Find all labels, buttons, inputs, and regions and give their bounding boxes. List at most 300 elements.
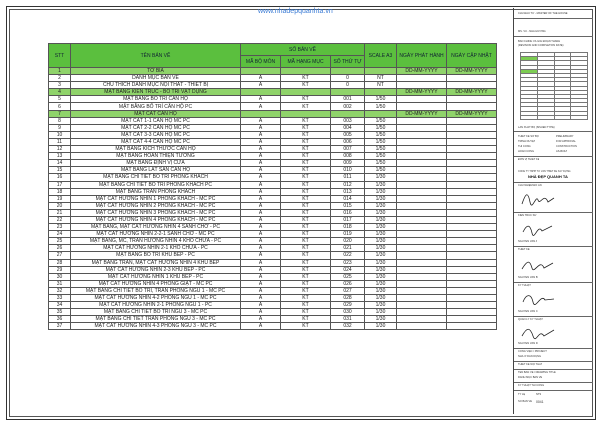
row-issue-date — [397, 146, 447, 153]
table-row — [49, 117, 497, 124]
row-stt: 4 — [49, 89, 71, 96]
row-scale — [365, 110, 397, 117]
row-sequence: 022 — [331, 252, 365, 259]
row-discipline-code: A — [241, 259, 281, 266]
row-update-date — [447, 280, 497, 287]
row-drawing-name: DANH MỤC BẢN VẼ — [71, 75, 241, 82]
row-stt: 16 — [49, 174, 71, 181]
row-sequence: 031 — [331, 316, 365, 323]
row-issue-date — [397, 238, 447, 245]
row-issue-date — [397, 188, 447, 195]
table-row — [49, 323, 497, 330]
row-issue-date — [397, 316, 447, 323]
row-stt: 31 — [49, 280, 71, 287]
row-drawing-name: MẶT BẰNG, MẶT CẮT HƯỚNG NHÌN 4 SẢNH CHỜ - PC — [71, 224, 241, 231]
row-issue-date — [397, 96, 447, 103]
table-row — [49, 302, 497, 309]
row-stt: 21 — [49, 209, 71, 216]
row-issue-date — [397, 309, 447, 316]
tb-opt-6: CONSTRUCTION — [556, 145, 577, 148]
row-scale: NT — [365, 75, 397, 82]
row-scale: 1/30 — [365, 280, 397, 287]
row-category-code: KT — [281, 96, 331, 103]
row-issue-date — [397, 302, 447, 309]
header-scale: SCALE A3 — [365, 44, 397, 68]
row-stt: 22 — [49, 216, 71, 223]
row-sequence: 014 — [331, 195, 365, 202]
tb-opt-3: TRÌNH DUYỆT — [518, 140, 536, 143]
row-sequence: 027 — [331, 287, 365, 294]
row-drawing-name: MẶT BẰNG BỐ TRÍ CĂN HỘ — [71, 96, 241, 103]
tb-code: MS. VŨ - NHÀ HƯỚNG — [518, 30, 546, 33]
row-category-code: KT — [281, 224, 331, 231]
row-issue-date — [397, 231, 447, 238]
tb-opt-7: HOÀN CÔNG — [518, 150, 534, 153]
revision-grid-cell — [571, 115, 588, 119]
header-issue-date: NGÀY PHÁT HÀNH — [397, 44, 447, 68]
table-row — [49, 231, 497, 238]
row-drawing-name: MẶT BẰNG HOÀN THIỆN TƯỜNG — [71, 153, 241, 160]
row-stt: 7 — [49, 110, 71, 117]
row-issue-date — [397, 287, 447, 294]
row-discipline-code: A — [241, 131, 281, 138]
table-row — [49, 280, 497, 287]
row-scale: 1/30 — [365, 287, 397, 294]
row-issue-date — [397, 266, 447, 273]
row-scale: 1/50 — [365, 160, 397, 167]
row-stt: 36 — [49, 316, 71, 323]
row-update-date — [447, 266, 497, 273]
table-row — [49, 238, 497, 245]
row-sequence: 028 — [331, 295, 365, 302]
row-category-code: KT — [281, 209, 331, 216]
row-sequence: 012 — [331, 181, 365, 188]
row-issue-date — [397, 195, 447, 202]
row-category-code: KT — [281, 160, 331, 167]
signature-3 — [518, 256, 558, 274]
row-issue-date — [397, 117, 447, 124]
row-sequence — [331, 89, 365, 96]
row-scale: 1/30 — [365, 231, 397, 238]
row-update-date — [447, 131, 497, 138]
row-update-date — [447, 231, 497, 238]
tb-opt-5: THI CÔNG — [518, 145, 531, 148]
row-stt: 30 — [49, 273, 71, 280]
row-scale: 1/30 — [365, 245, 397, 252]
row-update-date — [447, 174, 497, 181]
tb-company: NHÀ ĐẸP QUANH TA — [528, 174, 568, 179]
row-stt: 29 — [49, 266, 71, 273]
tb-unit: ĐƠN VỊ THIẾT KẾ — [518, 158, 540, 161]
row-update-date — [447, 103, 497, 110]
row-drawing-name: MẶT BẰNG CHI TIẾT BỐ TRÍ, TRẦN PHÒNG NGỦ 1 - MC PC — [71, 287, 241, 294]
tb-scale-value: NTS — [536, 393, 542, 396]
row-discipline-code — [241, 89, 281, 96]
row-scale: 1/30 — [365, 238, 397, 245]
signature-2 — [518, 220, 558, 238]
tb-opt-1: THIẾT KẾ SƠ BỘ — [518, 135, 539, 138]
table-row — [49, 167, 497, 174]
table-row — [49, 216, 497, 223]
row-sequence: 003 — [331, 117, 365, 124]
row-issue-date — [397, 82, 447, 89]
row-update-date — [447, 138, 497, 145]
row-update-date — [447, 295, 497, 302]
row-update-date — [447, 245, 497, 252]
row-update-date — [447, 323, 497, 330]
row-update-date — [447, 287, 497, 294]
row-sequence: 002 — [331, 103, 365, 110]
row-discipline-code: A — [241, 295, 281, 302]
row-scale: 1/30 — [365, 266, 397, 273]
row-discipline-code: A — [241, 103, 281, 110]
row-drawing-name: MẶT CẮT 4-4 CĂN HỘ MC PC — [71, 138, 241, 145]
tb-sheet-name: DANH MỤC BẢN VẼ — [518, 376, 543, 379]
row-drawing-name: MẶT BẰNG, MC, TRẦN HƯỚNG NHÌN 4 KHO CHỨA - PC — [71, 238, 241, 245]
row-discipline-code: A — [241, 117, 281, 124]
row-scale: 1/30 — [365, 323, 397, 330]
row-update-date — [447, 167, 497, 174]
tb-name-2: NGUYỄN VĂN B — [518, 276, 538, 279]
table-row — [49, 309, 497, 316]
row-drawing-name: MẶT CẮT HƯỚNG NHÌN 2-1 PHÒNG NGỦ 1 - PC — [71, 302, 241, 309]
row-scale: 1/50 — [365, 103, 397, 110]
row-sequence: 021 — [331, 245, 365, 252]
row-scale: 1/30 — [365, 309, 397, 316]
row-drawing-name: MẶT CẮT HƯỚNG NHÌN 1 PHÒNG KHÁCH - MC PC — [71, 195, 241, 202]
tb-role-4: KỸ THUẬT — [518, 284, 531, 287]
row-category-code: KT — [281, 167, 331, 174]
row-discipline-code: A — [241, 188, 281, 195]
row-category-code: KT — [281, 138, 331, 145]
table-row — [49, 153, 497, 160]
table-row — [49, 273, 497, 280]
row-drawing-name: MẶT CẮT 1-1 CĂN HỘ MC PC — [71, 117, 241, 124]
row-drawing-name: MẶT CẮT HƯỚNG NHÌN 4-3 PHÒNG NGỦ 3 - MC PC — [71, 323, 241, 330]
row-discipline-code: A — [241, 146, 281, 153]
row-discipline-code: A — [241, 302, 281, 309]
row-category-code: KT — [281, 146, 331, 153]
row-scale: 1/30 — [365, 174, 397, 181]
tb-role-1: CHỦ NHIỆM ĐỒ ÁN — [518, 184, 542, 187]
row-category-code: KT — [281, 245, 331, 252]
tb-opt-2: PRELIMINARY — [556, 135, 574, 138]
row-discipline-code: A — [241, 287, 281, 294]
row-discipline-code: A — [241, 266, 281, 273]
row-discipline-code: A — [241, 245, 281, 252]
row-update-date — [447, 224, 497, 231]
row-sequence: 0 — [331, 75, 365, 82]
row-scale: 1/50 — [365, 131, 397, 138]
row-stt: 12 — [49, 146, 71, 153]
row-sequence: 004 — [331, 124, 365, 131]
row-scale: 1/30 — [365, 188, 397, 195]
row-update-date — [447, 188, 497, 195]
row-scale: 1/30 — [365, 273, 397, 280]
row-sequence: 0 — [331, 82, 365, 89]
row-drawing-name: MẶT CẮT HƯỚNG NHÌN 2-3 KHU BẾP - PC — [71, 266, 241, 273]
table-row — [49, 287, 497, 294]
row-drawing-name: MẶT CẮT HƯỚNG NHÌN 4 PHÒNG GIẶT - MC PC — [71, 280, 241, 287]
row-update-date — [447, 209, 497, 216]
row-stt: 9 — [49, 124, 71, 131]
row-drawing-name: MẶT CẮT HƯỚNG NHÌN 4 PHÒNG KHÁCH - MC PC — [71, 216, 241, 223]
row-drawing-name: CHÚ THÍCH DANH MỤC NỘI THẤT - THIẾT BỊ — [71, 82, 241, 89]
row-category-code: KT — [281, 153, 331, 160]
row-issue-date — [397, 124, 447, 131]
row-category-code: KT — [281, 131, 331, 138]
tb-scale-label: TỶ LỆ — [518, 393, 526, 396]
row-stt: 6 — [49, 103, 71, 110]
row-issue-date — [397, 280, 447, 287]
row-stt: 3 — [49, 82, 71, 89]
row-update-date — [447, 146, 497, 153]
table-row — [49, 68, 497, 75]
row-discipline-code: A — [241, 167, 281, 174]
signature-4 — [518, 290, 558, 308]
row-discipline-code: A — [241, 273, 281, 280]
revision-grid-cell — [521, 115, 538, 119]
row-issue-date — [397, 295, 447, 302]
row-update-date — [447, 75, 497, 82]
row-discipline-code: A — [241, 153, 281, 160]
table-row — [49, 96, 497, 103]
row-drawing-name: MẶT CẮT 3-3 CĂN HỘ MC PC — [71, 131, 241, 138]
revision-grid-cell — [537, 115, 554, 119]
row-issue-date — [397, 323, 447, 330]
row-drawing-name: MẶT BẰNG CHI TIẾT BỐ TRÍ PHÒNG KHÁCH PC — [71, 181, 241, 188]
row-update-date: DD-MM-YYYY — [447, 68, 497, 75]
table-row — [49, 82, 497, 89]
table-row — [49, 295, 497, 302]
row-drawing-name: MẶT CẮT HƯỚNG NHÌN 1 KHU BẾP - PC — [71, 273, 241, 280]
row-stt: 18 — [49, 188, 71, 195]
table-row — [49, 110, 497, 117]
table-row — [49, 209, 497, 216]
row-scale: 1/50 — [365, 96, 397, 103]
signature-5 — [518, 324, 558, 342]
row-discipline-code: A — [241, 174, 281, 181]
tb-name-3: NGUYỄN VĂN C — [518, 310, 538, 313]
row-stt: 14 — [49, 160, 71, 167]
table-row — [49, 160, 497, 167]
header-update-date: NGÀY CẬP NHẬT — [447, 44, 497, 68]
row-discipline-code: A — [241, 238, 281, 245]
row-update-date: DD-MM-YYYY — [447, 89, 497, 96]
row-sequence: 018 — [331, 224, 365, 231]
row-issue-date: DD-MM-YYYY — [397, 110, 447, 117]
row-stt: 20 — [49, 202, 71, 209]
row-scale: 1/50 — [365, 124, 397, 131]
tb-job-2: THIẾT KẾ NỘI THẤT — [518, 363, 543, 366]
row-drawing-name: MẶT BẰNG TRẦN, MẶT CẮT HƯỚNG NHÌN 4 KHU BẾP — [71, 259, 241, 266]
row-update-date — [447, 124, 497, 131]
row-category-code: KT — [281, 259, 331, 266]
row-discipline-code: A — [241, 216, 281, 223]
row-category-code: KT — [281, 295, 331, 302]
row-drawing-name: MẶT BẰNG CHI TIẾT BỐ TRÍ PHÒNG KHÁCH — [71, 174, 241, 181]
header-drawing-name: TÊN BẢN VẼ — [71, 44, 241, 68]
row-category-code: KT — [281, 273, 331, 280]
row-update-date — [447, 160, 497, 167]
row-drawing-name: MẶT BẰNG BỐ TRÍ CĂN HỘ PC — [71, 103, 241, 110]
tb-name-1: NGUYỄN VĂN A — [518, 240, 538, 243]
row-sequence: 025 — [331, 273, 365, 280]
row-scale: 1/30 — [365, 202, 397, 209]
table-row — [49, 124, 497, 131]
row-discipline-code: A — [241, 280, 281, 287]
row-drawing-name: MẶT BẰNG LÁT SÀN CĂN HỘ — [71, 167, 241, 174]
row-issue-date — [397, 131, 447, 138]
row-issue-date — [397, 202, 447, 209]
row-stt: 32 — [49, 287, 71, 294]
tb-subtitle-1: BẢN CHÍNH VÀ GIAI ĐOẠN THÀNH — [518, 40, 561, 43]
row-discipline-code: A — [241, 160, 281, 167]
row-stt: 34 — [49, 302, 71, 309]
row-sequence: 006 — [331, 138, 365, 145]
row-sequence: 020 — [331, 238, 365, 245]
row-stt: 11 — [49, 138, 71, 145]
row-drawing-name: MẶT BẰNG TRẦN PHÒNG KHÁCH — [71, 188, 241, 195]
table-row — [49, 224, 497, 231]
table-row — [49, 316, 497, 323]
tb-issue-type: LẦN XUẤT BỘ (ISSUED TYPE) — [518, 126, 555, 129]
tb-sheet-label: TÊN BẢN VẼ / DRAWING TITLE — [518, 371, 556, 374]
header-category-code: MÃ HẠNG MỤC — [281, 56, 331, 68]
row-issue-date — [397, 103, 447, 110]
row-discipline-code: A — [241, 209, 281, 216]
row-category-code: KT — [281, 302, 331, 309]
row-category-code: KT — [281, 216, 331, 223]
row-sequence: 024 — [331, 266, 365, 273]
row-stt: 15 — [49, 167, 71, 174]
row-scale: 1/30 — [365, 216, 397, 223]
row-sequence — [331, 68, 365, 75]
row-category-code: KT — [281, 195, 331, 202]
row-stt: 37 — [49, 323, 71, 330]
row-drawing-name: MẶT BẰNG CHI TIẾT BỐ TRÍ NGỦ 3 - MC PC — [71, 309, 241, 316]
row-update-date — [447, 302, 497, 309]
row-issue-date — [397, 160, 447, 167]
row-scale: 1/50 — [365, 167, 397, 174]
row-drawing-name: MẶT CẮT HƯỚNG NHÌN 2-1 KHO CHỨA - PC — [71, 245, 241, 252]
row-drawing-name: MẶT BẰNG BỐ TRÍ KHU BẾP - PC — [71, 252, 241, 259]
row-stt: 17 — [49, 181, 71, 188]
tb-opt-4: FOR APPROVAL — [556, 140, 576, 143]
row-sequence: 008 — [331, 153, 365, 160]
row-drawing-name: MẶT BẰNG CHI TIẾT TRẦN PHÒNG NGỦ 3 - MC PC — [71, 316, 241, 323]
row-discipline-code: A — [241, 181, 281, 188]
row-discipline-code: A — [241, 75, 281, 82]
row-update-date — [447, 117, 497, 124]
row-category-code: KT — [281, 103, 331, 110]
row-drawing-name: MẶT CẮT 2-2 CĂN HỘ MC PC — [71, 124, 241, 131]
title-block — [513, 8, 593, 414]
row-sequence: 026 — [331, 280, 365, 287]
tb-no-label: SỐ BẢN VẼ — [518, 400, 532, 403]
row-discipline-code: A — [241, 252, 281, 259]
row-category-code: KT — [281, 75, 331, 82]
row-stt: 19 — [49, 195, 71, 202]
row-stt: 35 — [49, 309, 71, 316]
row-category-code: KT — [281, 124, 331, 131]
row-drawing-name: MẶT BẰNG KIẾN TRÚC - BỐ TRÍ VẬT DỤNG — [71, 89, 241, 96]
row-sequence: 001 — [331, 96, 365, 103]
table-row — [49, 202, 497, 209]
table-row — [49, 245, 497, 252]
tb-role-2: KIẾN TRÚC SƯ — [518, 214, 537, 217]
row-category-code: KT — [281, 117, 331, 124]
row-scale: 1/30 — [365, 181, 397, 188]
row-category-code: KT — [281, 323, 331, 330]
row-category-code: KT — [281, 266, 331, 273]
row-drawing-name: TỜ BÌA — [71, 68, 241, 75]
row-update-date — [447, 252, 497, 259]
row-update-date — [447, 316, 497, 323]
row-issue-date — [397, 209, 447, 216]
header-sequence: SỐ THỨ TỰ — [331, 56, 365, 68]
row-category-code: KT — [281, 188, 331, 195]
table-row — [49, 89, 497, 96]
row-update-date — [447, 195, 497, 202]
tb-role-5: QUẢN LÝ KỸ THUẬT — [518, 318, 543, 321]
row-discipline-code — [241, 68, 281, 75]
row-stt: 28 — [49, 259, 71, 266]
row-drawing-name: MẶT BẰNG KÍCH THƯỚC CĂN HỘ — [71, 146, 241, 153]
row-discipline-code: A — [241, 231, 281, 238]
row-stt: 2 — [49, 75, 71, 82]
row-stt: 25 — [49, 238, 71, 245]
table-row — [49, 266, 497, 273]
row-sequence: 007 — [331, 146, 365, 153]
row-sequence: 016 — [331, 209, 365, 216]
row-issue-date — [397, 174, 447, 181]
row-sequence: 029 — [331, 302, 365, 309]
revision-grid-cell — [554, 115, 571, 119]
table-row — [49, 174, 497, 181]
row-issue-date — [397, 153, 447, 160]
row-category-code: KT — [281, 280, 331, 287]
watermark: www.nhadepquanhta.vn — [258, 8, 333, 15]
row-update-date — [447, 202, 497, 209]
row-category-code: KT — [281, 82, 331, 89]
row-discipline-code: A — [241, 309, 281, 316]
header-stt: STT — [49, 44, 71, 68]
table-row — [49, 146, 497, 153]
table-row — [49, 181, 497, 188]
tb-job: NHÀ Ở DÂN DỤNG — [518, 355, 541, 358]
row-sequence: 009 — [331, 160, 365, 167]
row-update-date — [447, 82, 497, 89]
row-discipline-code: A — [241, 195, 281, 202]
row-scale — [365, 68, 397, 75]
row-sequence: 005 — [331, 131, 365, 138]
tb-opt-8: AS-BUILT — [556, 150, 568, 153]
row-category-code: KT — [281, 181, 331, 188]
row-stt: 1 — [49, 68, 71, 75]
row-category-code: KT — [281, 238, 331, 245]
tb-project: CHỦ ĐẦU TƯ - MASTER OF THE HOUSE — [518, 12, 568, 15]
row-discipline-code: A — [241, 323, 281, 330]
tb-kt: KỸ THUẬT THI CÔNG — [518, 384, 545, 387]
table-row — [49, 195, 497, 202]
table-row — [49, 131, 497, 138]
row-scale: 1/30 — [365, 316, 397, 323]
row-scale: 1/50 — [365, 138, 397, 145]
row-issue-date: DD-MM-YYYY — [397, 89, 447, 96]
row-issue-date — [397, 245, 447, 252]
tb-name-4: NGUYỄN VĂN D — [518, 342, 538, 345]
